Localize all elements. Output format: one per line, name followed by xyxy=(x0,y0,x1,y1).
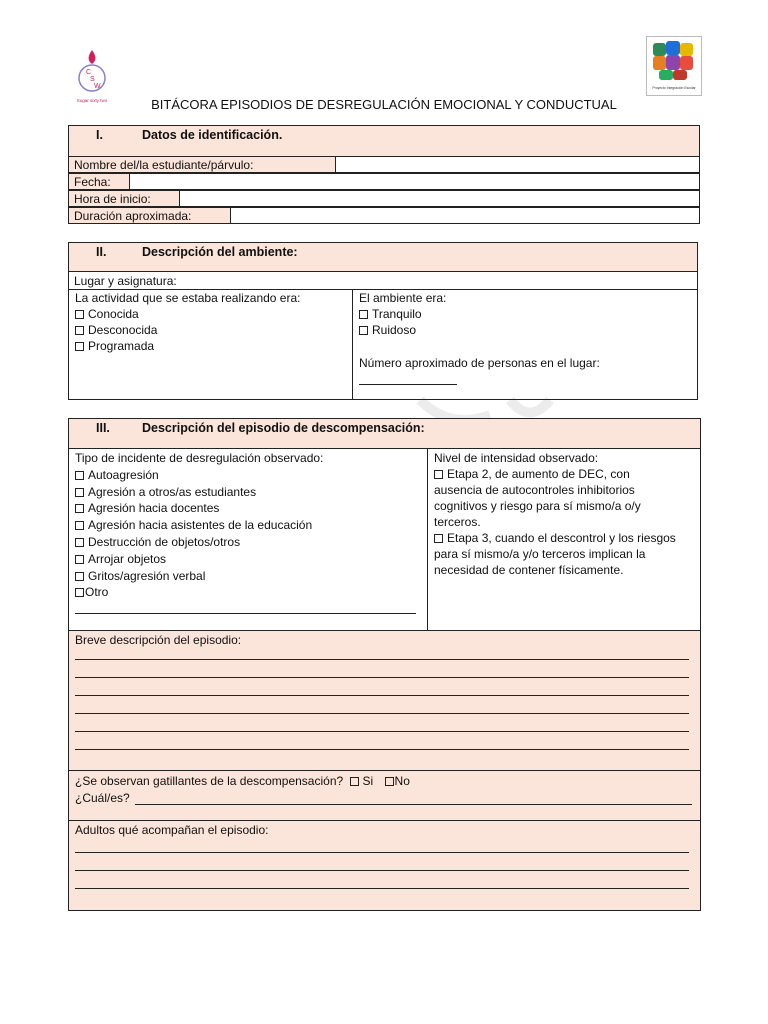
answer-line[interactable] xyxy=(75,749,689,750)
checkbox-etapa-3[interactable]: Etapa 3, cuando el descontrol y los riesgos xyxy=(434,530,676,546)
checkbox-tranquilo[interactable]: Tranquilo xyxy=(359,306,446,322)
stage3-text: para sí mismo/a y/o terceros implican la xyxy=(434,547,646,561)
checkbox-agresion-asistentes[interactable]: Agresión hacia asistentes de la educación xyxy=(75,517,323,534)
other-answer-line[interactable] xyxy=(75,613,416,614)
checkbox-si[interactable]: Si xyxy=(347,774,374,788)
checkbox-destruccion[interactable]: Destrucción de objetos/otros xyxy=(75,534,323,551)
checkbox-icon xyxy=(350,777,359,786)
start-time-label: Hora de inicio: xyxy=(68,190,180,207)
environment-cell xyxy=(352,289,698,400)
checkbox-icon xyxy=(75,538,84,547)
checkbox-no[interactable]: No xyxy=(385,774,410,788)
stage2-text: ausencia de autocontroles inhibitorios xyxy=(434,483,635,497)
checkbox-icon xyxy=(75,342,84,351)
checkbox-autoagresion[interactable]: Autoagresión xyxy=(75,467,323,484)
answer-line[interactable] xyxy=(75,870,689,871)
adults-label: Adultos qué acompañan el episodio: xyxy=(75,823,269,837)
section2-number: II. xyxy=(96,245,107,259)
date-label: Fecha: xyxy=(68,173,130,190)
svg-text:S: S xyxy=(90,76,95,83)
answer-line[interactable] xyxy=(75,659,689,660)
section1-number: I. xyxy=(96,128,103,142)
section1-header xyxy=(68,125,700,157)
checkbox-icon xyxy=(75,471,84,480)
checkbox-icon xyxy=(75,555,84,564)
checkbox-icon xyxy=(385,777,394,786)
section3-number: III. xyxy=(96,421,110,435)
intensity-cell xyxy=(427,448,701,631)
duration-label: Duración aproximada: xyxy=(68,207,231,224)
svg-text:C: C xyxy=(86,69,92,76)
checkbox-otro[interactable]: Otro xyxy=(75,584,323,601)
checkbox-icon xyxy=(75,326,84,335)
episode-description-cell xyxy=(68,630,701,771)
page-title: BITÁCORA EPISODIOS DE DESREGULACIÓN EMOCIONAL Y CONDUCTUAL xyxy=(151,97,617,112)
triggers-cell xyxy=(68,770,701,821)
answer-line[interactable] xyxy=(75,888,689,889)
student-name-field[interactable] xyxy=(335,156,700,173)
checkbox-icon xyxy=(75,572,84,581)
checkbox-icon xyxy=(75,310,84,319)
checkbox-icon xyxy=(75,588,84,597)
section2-header xyxy=(68,242,698,272)
svg-text:Sugar sixty two: Sugar sixty two xyxy=(76,98,108,103)
stage2-text: terceros. xyxy=(434,515,481,529)
pie-logo xyxy=(646,36,702,96)
checkbox-icon xyxy=(75,504,84,513)
checkbox-icon xyxy=(75,521,84,530)
svg-text:Proyecto Integración Escolar: Proyecto Integración Escolar xyxy=(652,86,696,90)
incident-label: Tipo de incidente de desregulación observado: xyxy=(75,451,324,465)
stage3-text: necesidad de contener físicamente. xyxy=(434,563,624,577)
checkbox-icon xyxy=(434,534,443,543)
date-field[interactable] xyxy=(129,173,700,190)
intensity-label: Nivel de intensidad observado: xyxy=(434,451,599,465)
checkbox-icon xyxy=(75,488,84,497)
section3-heading: Descripción del episodio de descompensación: xyxy=(142,421,425,435)
checkbox-icon xyxy=(359,310,368,319)
checkbox-programada[interactable]: Programada xyxy=(75,338,301,354)
activity-cell xyxy=(68,289,353,400)
adults-cell xyxy=(68,820,701,911)
environment-label: El ambiente era: xyxy=(359,291,447,305)
answer-line[interactable] xyxy=(75,852,689,853)
checkbox-agresion-estudiantes[interactable]: Agresión a otros/as estudiantes xyxy=(75,484,323,501)
checkbox-ruidoso[interactable]: Ruidoso xyxy=(359,322,446,338)
svg-text:W: W xyxy=(94,83,101,90)
place-subject-field[interactable]: Lugar y asignatura: xyxy=(68,271,698,290)
section2-heading: Descripción del ambiente: xyxy=(142,245,298,259)
answer-line[interactable] xyxy=(75,713,689,714)
student-name-label: Nombre del/la estudiante/párvulo: xyxy=(68,156,336,173)
section1-heading: Datos de identificación. xyxy=(142,128,283,142)
incident-type-cell xyxy=(68,448,428,631)
triggers-which-label: ¿Cuál/es? xyxy=(75,791,130,805)
checkbox-etapa-2[interactable]: Etapa 2, de aumento de DEC, con xyxy=(434,466,676,482)
people-count-line[interactable] xyxy=(359,384,457,385)
checkbox-arrojar[interactable]: Arrojar objetos xyxy=(75,551,323,568)
activity-label: La actividad que se estaba realizando era: xyxy=(75,291,301,305)
triggers-question: ¿Se observan gatillantes de la descompensación? xyxy=(75,774,344,788)
answer-line[interactable] xyxy=(75,677,689,678)
checkbox-desconocida[interactable]: Desconocida xyxy=(75,322,301,338)
checkbox-agresion-docentes[interactable]: Agresión hacia docentes xyxy=(75,500,323,517)
answer-line[interactable] xyxy=(75,731,689,732)
checkbox-conocida[interactable]: Conocida xyxy=(75,306,301,322)
section3-header xyxy=(68,418,701,449)
start-time-field[interactable] xyxy=(179,190,700,207)
checkbox-icon xyxy=(359,326,368,335)
stage2-text: cognitivos y riesgo para sí mismo/a o/y xyxy=(434,499,641,513)
answer-line[interactable] xyxy=(75,695,689,696)
checkbox-gritos[interactable]: Gritos/agresión verbal xyxy=(75,568,323,585)
triggers-answer-line[interactable] xyxy=(135,804,692,805)
checkbox-icon xyxy=(434,470,443,479)
episode-description-label: Breve descripción del episodio: xyxy=(75,633,242,647)
duration-field[interactable] xyxy=(230,207,700,224)
people-count-label: Número aproximado de personas en el lugar: xyxy=(359,356,600,370)
